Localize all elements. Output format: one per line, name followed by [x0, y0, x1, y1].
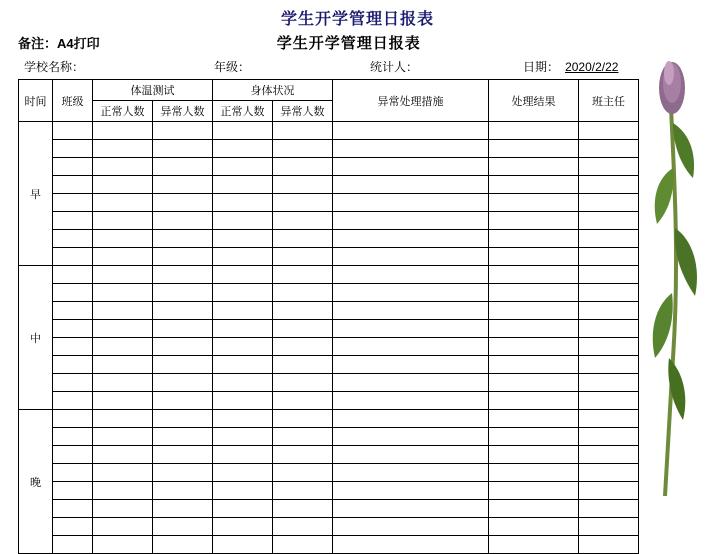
flower-decoration — [627, 28, 707, 498]
cell-result[interactable] — [489, 194, 579, 212]
cell-teacher[interactable] — [579, 230, 639, 248]
table-row — [19, 392, 639, 410]
cell-temp-abnormal[interactable] — [153, 140, 213, 158]
cell-body-abnormal[interactable] — [273, 428, 333, 446]
cell-temp-abnormal[interactable] — [153, 464, 213, 482]
cell-body-normal[interactable] — [213, 428, 273, 446]
cell-body-normal[interactable] — [213, 446, 273, 464]
cell-result[interactable] — [489, 518, 579, 536]
cell-result[interactable] — [489, 302, 579, 320]
table-row — [19, 194, 639, 212]
col-header-class: 班级 — [53, 80, 93, 122]
cell-measures[interactable] — [333, 320, 489, 338]
cell-class[interactable] — [53, 230, 93, 248]
cell-temp-abnormal[interactable] — [153, 212, 213, 230]
cell-body-abnormal[interactable] — [273, 320, 333, 338]
cell-body-abnormal[interactable] — [273, 482, 333, 500]
cell-measures[interactable] — [333, 464, 489, 482]
table-row — [19, 410, 639, 428]
cell-measures[interactable] — [333, 284, 489, 302]
table-row — [19, 536, 639, 554]
cell-teacher[interactable] — [579, 428, 639, 446]
period-label-cell: 中 — [19, 266, 53, 410]
cell-temp-abnormal[interactable] — [153, 320, 213, 338]
cell-teacher[interactable] — [579, 266, 639, 284]
cell-temp-normal[interactable] — [93, 122, 153, 140]
print-note: 备注：A4打印 — [18, 36, 100, 51]
cell-temp-abnormal[interactable] — [153, 392, 213, 410]
school-name-label: 学校名称： — [24, 60, 85, 74]
cell-body-normal[interactable] — [213, 356, 273, 374]
cell-measures[interactable] — [333, 158, 489, 176]
cell-body-abnormal[interactable] — [273, 122, 333, 140]
cell-body-abnormal[interactable] — [273, 464, 333, 482]
cell-temp-abnormal[interactable] — [153, 374, 213, 392]
cell-measures[interactable] — [333, 176, 489, 194]
table-row — [19, 320, 639, 338]
cell-result[interactable] — [489, 122, 579, 140]
header-row-main — [19, 80, 639, 101]
cell-result[interactable] — [489, 356, 579, 374]
cell-class[interactable] — [53, 158, 93, 176]
col-header-measures: 异常处理措施 — [333, 80, 489, 122]
table-row — [19, 266, 639, 284]
cell-body-normal[interactable] — [213, 140, 273, 158]
cell-result[interactable] — [489, 284, 579, 302]
table-row — [19, 482, 639, 500]
cell-result[interactable] — [489, 158, 579, 176]
cell-teacher[interactable] — [579, 338, 639, 356]
cell-teacher[interactable] — [579, 140, 639, 158]
statistician-label: 统计人： — [370, 60, 419, 74]
table-row — [19, 158, 639, 176]
cell-temp-normal[interactable] — [93, 518, 153, 536]
page-title: 学生开学管理日报表 — [280, 11, 434, 28]
cell-result[interactable] — [489, 410, 579, 428]
cell-temp-abnormal[interactable] — [153, 194, 213, 212]
cell-teacher[interactable] — [579, 284, 639, 302]
cell-result[interactable] — [489, 212, 579, 230]
cell-body-normal[interactable] — [213, 536, 273, 554]
cell-body-normal[interactable] — [213, 320, 273, 338]
cell-body-abnormal[interactable] — [273, 410, 333, 428]
cell-class[interactable] — [53, 176, 93, 194]
cell-temp-normal[interactable] — [93, 428, 153, 446]
cell-body-abnormal[interactable] — [273, 248, 333, 266]
cell-temp-abnormal[interactable] — [153, 176, 213, 194]
cell-measures[interactable] — [333, 212, 489, 230]
cell-teacher[interactable] — [579, 392, 639, 410]
col-header-teacher: 班主任 — [579, 80, 639, 122]
cell-class[interactable] — [53, 140, 93, 158]
cell-teacher[interactable] — [579, 536, 639, 554]
cell-temp-normal[interactable] — [93, 392, 153, 410]
cell-body-normal[interactable] — [213, 158, 273, 176]
cell-body-normal[interactable] — [213, 302, 273, 320]
cell-temp-abnormal[interactable] — [153, 230, 213, 248]
cell-body-abnormal[interactable] — [273, 302, 333, 320]
cell-body-abnormal[interactable] — [273, 266, 333, 284]
cell-temp-normal[interactable] — [93, 446, 153, 464]
cell-measures[interactable] — [333, 428, 489, 446]
sheet-header-row — [18, 32, 638, 53]
cell-result[interactable] — [489, 338, 579, 356]
cell-measures[interactable] — [333, 518, 489, 536]
table-row — [19, 446, 639, 464]
cell-temp-abnormal[interactable] — [153, 428, 213, 446]
cell-body-abnormal[interactable] — [273, 212, 333, 230]
col-header-time: 时间 — [19, 80, 53, 122]
table-row — [19, 356, 639, 374]
col-header-temp-abnormal: 异常人数 — [153, 101, 213, 122]
cell-teacher[interactable] — [579, 410, 639, 428]
meta-row — [18, 58, 638, 75]
col-header-result: 处理结果 — [489, 80, 579, 122]
cell-measures[interactable] — [333, 446, 489, 464]
cell-class[interactable] — [53, 320, 93, 338]
cell-temp-normal[interactable] — [93, 338, 153, 356]
cell-body-abnormal[interactable] — [273, 140, 333, 158]
cell-temp-normal[interactable] — [93, 158, 153, 176]
cell-temp-abnormal[interactable] — [153, 122, 213, 140]
cell-body-normal[interactable] — [213, 518, 273, 536]
cell-teacher[interactable] — [579, 302, 639, 320]
cell-temp-normal[interactable] — [93, 230, 153, 248]
cell-temp-abnormal[interactable] — [153, 356, 213, 374]
cell-temp-normal[interactable] — [93, 266, 153, 284]
cell-temp-normal[interactable] — [93, 212, 153, 230]
cell-temp-abnormal[interactable] — [153, 338, 213, 356]
cell-body-abnormal[interactable] — [273, 176, 333, 194]
cell-temp-abnormal[interactable] — [153, 518, 213, 536]
cell-result[interactable] — [489, 428, 579, 446]
report-sheet — [18, 32, 638, 554]
cell-result[interactable] — [489, 230, 579, 248]
cell-result[interactable] — [489, 464, 579, 482]
cell-class[interactable] — [53, 410, 93, 428]
table-head — [19, 80, 639, 122]
cell-temp-normal[interactable] — [93, 176, 153, 194]
cell-body-normal[interactable] — [213, 374, 273, 392]
cell-temp-normal[interactable] — [93, 374, 153, 392]
cell-temp-abnormal[interactable] — [153, 284, 213, 302]
cell-temp-abnormal[interactable] — [153, 536, 213, 554]
cell-result[interactable] — [489, 248, 579, 266]
cell-temp-abnormal[interactable] — [153, 302, 213, 320]
date-value: 2020/2/22 — [565, 60, 619, 74]
cell-class[interactable] — [53, 284, 93, 302]
cell-result[interactable] — [489, 176, 579, 194]
cell-body-abnormal[interactable] — [273, 284, 333, 302]
cell-teacher[interactable] — [579, 320, 639, 338]
cell-result[interactable] — [489, 266, 579, 284]
cell-class[interactable] — [53, 338, 93, 356]
cell-class[interactable] — [53, 536, 93, 554]
report-table — [18, 79, 639, 554]
cell-result[interactable] — [489, 320, 579, 338]
cell-temp-normal[interactable] — [93, 284, 153, 302]
cell-body-normal[interactable] — [213, 248, 273, 266]
cell-temp-normal[interactable] — [93, 410, 153, 428]
cell-body-abnormal[interactable] — [273, 518, 333, 536]
col-header-temp-normal: 正常人数 — [93, 101, 153, 122]
cell-body-normal[interactable] — [213, 212, 273, 230]
table-row — [19, 230, 639, 248]
cell-teacher[interactable] — [579, 122, 639, 140]
cell-measures[interactable] — [333, 536, 489, 554]
cell-measures[interactable] — [333, 374, 489, 392]
cell-class[interactable] — [53, 464, 93, 482]
date-label: 日期： — [523, 60, 560, 74]
cell-teacher[interactable] — [579, 248, 639, 266]
col-header-body-abnormal: 异常人数 — [273, 101, 333, 122]
cell-result[interactable] — [489, 392, 579, 410]
cell-body-normal[interactable] — [213, 482, 273, 500]
cell-teacher[interactable] — [579, 212, 639, 230]
cell-measures[interactable] — [333, 194, 489, 212]
table-row — [19, 248, 639, 266]
cell-class[interactable] — [53, 302, 93, 320]
cell-class[interactable] — [53, 482, 93, 500]
cell-class[interactable] — [53, 212, 93, 230]
cell-result[interactable] — [489, 140, 579, 158]
cell-body-abnormal[interactable] — [273, 356, 333, 374]
cell-measures[interactable] — [333, 392, 489, 410]
cell-measures[interactable] — [333, 230, 489, 248]
col-header-body-condition: 身体状况 — [213, 80, 333, 101]
cell-measures[interactable] — [333, 248, 489, 266]
cell-temp-abnormal[interactable] — [153, 248, 213, 266]
cell-result[interactable] — [489, 482, 579, 500]
cell-temp-normal[interactable] — [93, 536, 153, 554]
cell-measures[interactable] — [333, 266, 489, 284]
table-row — [19, 302, 639, 320]
cell-teacher[interactable] — [579, 446, 639, 464]
cell-body-normal[interactable] — [213, 464, 273, 482]
cell-body-normal[interactable] — [213, 194, 273, 212]
cell-class[interactable] — [53, 446, 93, 464]
cell-body-normal[interactable] — [213, 230, 273, 248]
cell-measures[interactable] — [333, 338, 489, 356]
cell-teacher[interactable] — [579, 194, 639, 212]
cell-body-abnormal[interactable] — [273, 194, 333, 212]
cell-temp-normal[interactable] — [93, 464, 153, 482]
cell-result[interactable] — [489, 446, 579, 464]
cell-body-normal[interactable] — [213, 284, 273, 302]
table-row — [19, 140, 639, 158]
cell-temp-normal[interactable] — [93, 302, 153, 320]
cell-measures[interactable] — [333, 140, 489, 158]
table-body — [19, 122, 639, 554]
cell-measures[interactable] — [333, 482, 489, 500]
cell-class[interactable] — [53, 374, 93, 392]
cell-measures[interactable] — [333, 302, 489, 320]
table-row — [19, 518, 639, 536]
sheet-title: 学生开学管理日报表 — [276, 35, 421, 52]
cell-body-normal[interactable] — [213, 410, 273, 428]
grade-label: 年级： — [214, 60, 251, 74]
table-row — [19, 212, 639, 230]
cell-body-abnormal[interactable] — [273, 392, 333, 410]
cell-teacher[interactable] — [579, 464, 639, 482]
cell-class[interactable] — [53, 248, 93, 266]
table-row — [19, 428, 639, 446]
period-label-cell: 晚 — [19, 410, 53, 554]
cell-teacher[interactable] — [579, 356, 639, 374]
cell-temp-normal[interactable] — [93, 320, 153, 338]
col-header-body-normal: 正常人数 — [213, 101, 273, 122]
cell-temp-abnormal[interactable] — [153, 446, 213, 464]
cell-temp-abnormal[interactable] — [153, 266, 213, 284]
cell-temp-normal[interactable] — [93, 140, 153, 158]
cell-result[interactable] — [489, 374, 579, 392]
cell-temp-abnormal[interactable] — [153, 482, 213, 500]
cell-measures[interactable] — [333, 410, 489, 428]
table-row — [19, 338, 639, 356]
table-row — [19, 374, 639, 392]
table-row — [19, 176, 639, 194]
period-label-cell: 早 — [19, 122, 53, 266]
cell-class[interactable] — [53, 122, 93, 140]
cell-teacher[interactable] — [579, 176, 639, 194]
cell-teacher[interactable] — [579, 518, 639, 536]
cell-body-abnormal[interactable] — [273, 338, 333, 356]
cell-temp-normal[interactable] — [93, 482, 153, 500]
cell-body-abnormal[interactable] — [273, 158, 333, 176]
cell-temp-normal[interactable] — [93, 248, 153, 266]
cell-class[interactable] — [53, 356, 93, 374]
cell-body-normal[interactable] — [213, 122, 273, 140]
table-row — [19, 122, 639, 140]
cell-body-normal[interactable] — [213, 176, 273, 194]
cell-measures[interactable] — [333, 356, 489, 374]
cell-class[interactable] — [53, 266, 93, 284]
cell-temp-normal[interactable] — [93, 356, 153, 374]
cell-body-normal[interactable] — [213, 338, 273, 356]
col-header-temperature: 体温测试 — [93, 80, 213, 101]
cell-class[interactable] — [53, 392, 93, 410]
cell-measures[interactable] — [333, 122, 489, 140]
cell-class[interactable] — [53, 518, 93, 536]
cell-body-abnormal[interactable] — [273, 374, 333, 392]
cell-teacher[interactable] — [579, 374, 639, 392]
cell-teacher[interactable] — [579, 158, 639, 176]
cell-temp-abnormal[interactable] — [153, 410, 213, 428]
cell-body-abnormal[interactable] — [273, 536, 333, 554]
cell-temp-normal[interactable] — [93, 194, 153, 212]
table-row — [19, 464, 639, 482]
cell-result[interactable] — [489, 536, 579, 554]
cell-class[interactable] — [53, 428, 93, 446]
cell-body-normal[interactable] — [213, 392, 273, 410]
cell-teacher[interactable] — [579, 482, 639, 500]
cell-body-abnormal[interactable] — [273, 446, 333, 464]
cell-body-abnormal[interactable] — [273, 230, 333, 248]
cell-body-normal[interactable] — [213, 266, 273, 284]
cell-temp-abnormal[interactable] — [153, 158, 213, 176]
cell-class[interactable] — [53, 194, 93, 212]
table-row — [19, 284, 639, 302]
